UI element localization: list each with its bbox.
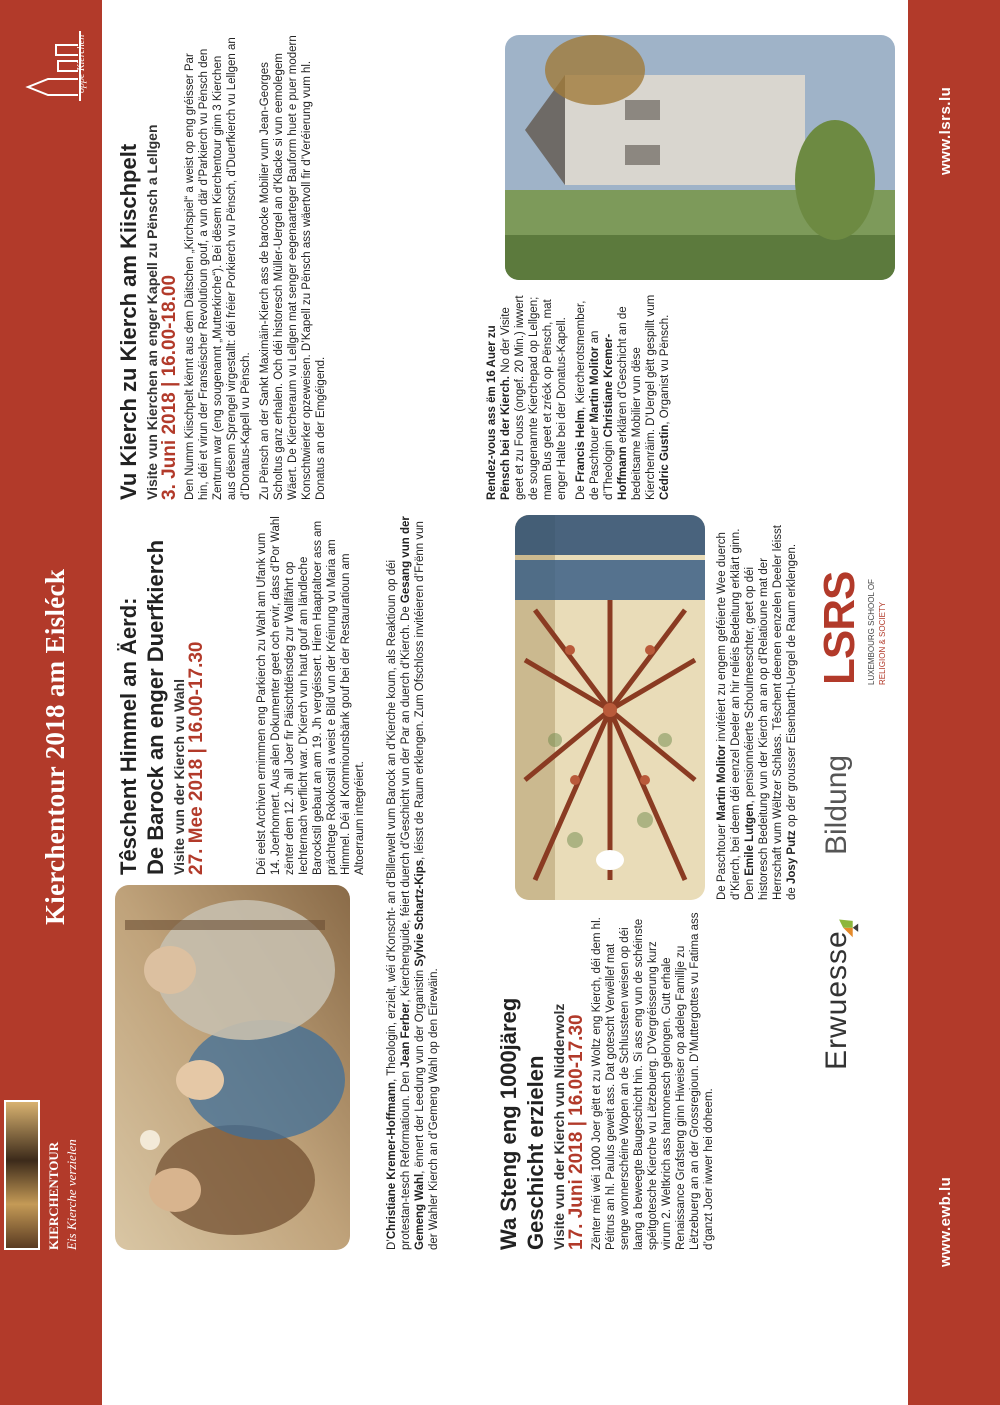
logo-title: KIERCHENTOUR: [46, 1141, 61, 1250]
section-kiischpelt-paragraph-2: Zu Pënsch an der Sankt Maximäin-Kierch ass de barocke Mobilier vum Jean-Georges Scholtus ganz erhalen. Och déi historesch Müller-Uergel an d’Klacke si vun eemolegem Wäert. De Kiercheraum vu Lellgen mat senger eegenaarteger Bauform huet e puer modern Konschtwierker opzeweisen. D’Kapell zu Pënsch ass wäertvoll fir d’Veréierung vum hl. Donatus an der Emgéigend.: [259, 35, 327, 500]
kierchentour-logo: [4, 1100, 98, 1250]
section-wahl-paragraph-1: Déi eelst Archiven ernimmen eng Parkierch zu Wahl am Ufank vum 14. Joerhonnert. Aus alen Dokumenter geet och ervir, dass d’Por Wahl zënter dem 12. Jh all Joer fir Päischtdënsdeg zur Wallfährt op Iechternach verflicht war. D’Kierch vun haut gouf am ländleche Barockstil gebaut an am 19. Jh vergéissert. Hiren Haaptaltoer ass am prächtege Rokokostil a weist e Bild vun der Kréinung vu Maria am Himmel. Déi al Kommiounsbänk gouf bei der Restauratioun am Altoerraum integréiert.: [256, 516, 366, 875]
church-exterior-image: [505, 35, 895, 280]
header-band: [0, 0, 102, 1405]
section-wolz-subtitle: Visite vun der Kierch vun Nidderwolz: [551, 1003, 567, 1250]
section-kiischpelt-subtitle: Visite vun Kierchen an enger Kapell zu Pënsch a Lellgen: [144, 124, 160, 500]
rendezvous-paragraph: Rendez-vous ass ëm 16 Auer zu Pënsch bei der Kierch. No der Visite geet et zu Fouss (ongef. 20 Min.) iwwert de sougenannte Kierchepad op Lellgen; mam Bus geet et zréck op Pënsch, mat enger Halte bei der Donatus-Kapell.: [486, 295, 568, 500]
person-name: Josy Putz: [786, 830, 798, 884]
section-kiischpelt-header: [115, 35, 333, 500]
lsrs-link[interactable]: www.lsrs.lu: [937, 86, 954, 175]
person-name: Jean Ferber: [400, 1002, 412, 1068]
person-name: Cédric Gustin: [659, 424, 671, 500]
section-kiischpelt-date: 3. Juni 2018 | 16.00-18.00: [159, 274, 180, 500]
section-kiischpelt-rdv: [485, 290, 677, 500]
section-wahl-body: [385, 515, 446, 1250]
erwuesse-text: Erwuesse: [820, 930, 853, 1070]
section-wolz-date: 17. Juni 2018 | 16.00-17.30: [566, 1014, 587, 1250]
choir-name: Gesang vun der Gemeng Wahl: [400, 516, 426, 1250]
person-name: Martin Molitor: [589, 346, 601, 423]
section-wahl-date: 27. Mee 2018 | 16.00-17.30: [186, 641, 207, 875]
lsrs-text: LSRS: [815, 571, 864, 685]
section-wolz-paragraph-1: Zënter méi wéi 1000 Joer gëtt et zu Woltz eng Kierch, déi dem hl. Péitrus an hl. Paulus geweit ass. Dat gotescht Verwëllef mat senge wonnerschéine Wopen an de Schlussteen weisen op déi laang a beweegte Baugeschicht hin. Si ass eng vun de schéinste spéitgotesche Kierche vu Lëtzebuerg. D’Vergréisserung kurz virum 2. Weltkrich ass harmonesch gelongen. Gutt erhale Renaissance Grafsteng ginn Hiweiser op adeleg Famillje zu Lëtzebuerg an an der Grossregioun. D’Muttergottes vu Fatima ass d’ganzt Joer iwwer hei doheem.: [591, 912, 715, 1250]
section-wahl-intro: [255, 515, 372, 875]
person-name: Emile Lutgen: [744, 803, 756, 876]
section-wolz-title-2: Geschicht erzielen: [523, 1055, 548, 1250]
gothic-vault-image: [515, 515, 705, 900]
person-name: Martin Molitor: [716, 744, 728, 821]
section-wahl-subtitle: Visite vun der Kierch vu Wahl: [171, 678, 187, 875]
person-name: Sylvie Schartz-Kips: [414, 859, 426, 967]
person-name: Christiane Kremer-Hoffmann: [603, 333, 629, 500]
section-wolz-title-1: Wa Steng eng 1000järeg: [496, 997, 521, 1250]
page-title: Kierchentour 2018 am Eisléck: [40, 568, 70, 925]
person-name: Francis Helm: [575, 409, 587, 483]
section-wolz-body: [715, 515, 804, 900]
section-kiischpelt-paragraph-1: Den Numm Kiischpelt kënnt aus dem Däitschen „Kirchspiel“ a weist op eng gréisser Par hin, déi et virun der Franséischer Revolutioun gouf, a vun där d’Parkierch vu Pënsch den Zentrum war (eng sougenannt „Mutterkirche“). Bei dësem Kierchentour ginn 3 Kierchen aus dësem Sprengel virgestallt: déi fréier Porkierch vu Pënsch, d’Duerfkierch vu Lellgen an d’Donatus-Kapell vu Pënsch.: [184, 37, 252, 500]
coronation-painting-image: [115, 885, 350, 1250]
erwuesse-bildung-logo: [805, 740, 895, 1070]
person-name: Christiane Kremer-Hoffmann: [386, 1081, 398, 1240]
ewb-link[interactable]: www.ewb.lu: [937, 1176, 954, 1267]
lsrs-logo: [805, 525, 895, 685]
leaf-icon: [805, 850, 895, 940]
lsrs-line-2: RELIGION & SOCIETY: [878, 601, 887, 685]
section-wahl-paragraph-2: D’Christiane Kremer-Hoffmann, Theologin, erzielt, wéi d’Konscht- an d’Billerwelt vum Barock an d’Kierche koum, als Reaktioun op déi protestan-tesch Reformatioun. Den Jean Ferber, Kierchenguide, féiert duerch d’Geschicht vun der Par an duerch d’Kierch. De Gesang vun der Gemeng Wahl, ënnert der Leedung vun der Organistin Sylvie Schartz-Kips, léisst de Raum erklengen. Zum Ofschloss invitéieren d’Frënn vun der Wahler Kierch an d’Gemeng Wahl op den Eirewäin.: [386, 516, 440, 1250]
section-wahl-title-2: De Barock an enger Duerfkierch: [143, 539, 168, 875]
section-wolz-paragraph-2: De Paschtouer Martin Molitor invitéiert zu engem geféierte Wee duerch d’Kierch, bei deem déi eenzel Deeler an hir reliéis Bedeitung erklärt ginn. Den Emile Lutgen, pensionnéierte Schoulmeeschter, geet op déi historesch Bedeitung vun der Kierch an an op d’Relatioune mat der Herrschaft vum Wëltzer Schlass. Têschent deenen eenzelen Deeler léisst de Josy Putz op der grousser Eisenbarth-Uergel de Raum erklengen.: [716, 525, 798, 900]
bildung-text: Bildung: [820, 754, 853, 855]
section-wahl-title-1: Têschent Himmel an Äerd:: [116, 597, 141, 875]
lsrs-line-1: LUXEMBOURG SCHOOL OF: [867, 579, 876, 685]
logo-painting: [4, 1100, 40, 1250]
open-churches-caption: oppe Kierchen: [76, 34, 87, 93]
section-kiischpelt-title: Vu Kierch zu Kierch am Kiischpelt: [116, 143, 141, 500]
section-kiischpelt-paragraph-4: De Francis Helm, Kiercherotsmember, de Paschtouer Martin Molitor an d’Theologin Christiane Kremer-Hoffmann erklären d’Geschicht an de bedeitsame Mobilier vun dëse Kierchenräim. D’Uergel gëtt gespillt vum Cédric Gustin, Organist vu Pënsch.: [575, 294, 671, 500]
logo-subtitle: Eis Kierche verzielen: [64, 1139, 79, 1250]
footer-band: [908, 0, 1000, 1405]
section-wahl-header: [115, 515, 210, 875]
section-wolz-header: [495, 910, 716, 1250]
